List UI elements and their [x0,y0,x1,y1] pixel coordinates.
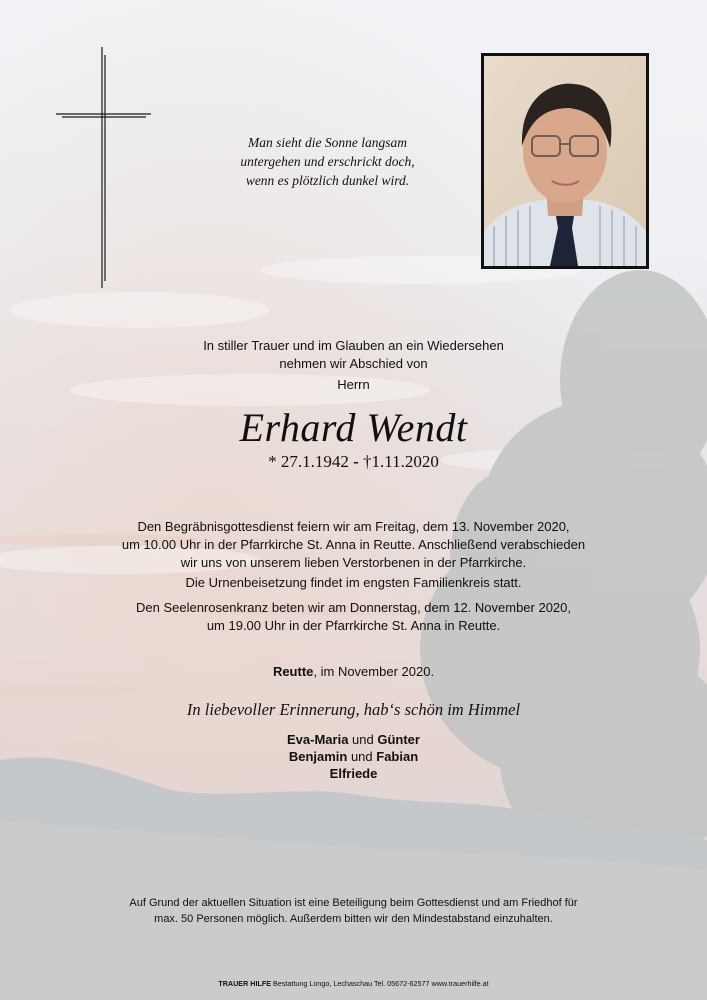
mourner-name: Günter [377,732,420,747]
imprint [0,979,707,989]
mourner-conjunction: und [348,732,378,747]
quote-line: Man sieht die Sonne langsam [248,135,407,150]
imprint-brand: TRAUER HILFE [218,979,272,988]
mourner-conjunction: und [347,749,377,764]
mourners-line [0,765,707,783]
intro-line: In stiller Trauer und im Glauben an ein Wiedersehen [203,338,504,353]
memorial-quote [215,133,440,190]
notice-line: Auf Grund der aktuellen Situation ist eine Beteiligung beim Gottesdienst und am Friedhof für [129,897,578,909]
funeral-line: Den Begräbnisgottesdienst feiern wir am Freitag, dem 13. November 2020, [137,519,570,534]
birth-date: 27.1.1942 [280,452,349,471]
salutation: Herrn [337,377,370,392]
date-separator: - [353,452,359,471]
funeral-line: wir uns von unserem lieben Verstorbenen in der Pfarrkirche. [180,555,527,570]
urn-burial-line: Die Urnenbeisetzung findet im engsten Familienkreis statt. [185,575,522,590]
rosary-line: Den Seelenrosenkranz beten wir am Donnerstag, dem 12. November 2020, [135,600,572,615]
mourners-line [0,731,707,749]
mourners-line [0,748,707,766]
death-symbol: † [363,452,372,471]
life-dates [0,451,707,473]
mourner-name: Elfriede [329,766,378,781]
funeral-line: um 10.00 Uhr in der Pfarrkirche St. Anna in Reutte. Anschließend verabschieden [121,537,586,552]
cross-icon [54,45,154,290]
birth-symbol: * [268,452,277,471]
mourner-name: Benjamin [288,749,348,764]
quote-line: wenn es plötzlich dunkel wird. [245,173,410,188]
portrait-photo [481,53,649,269]
place-date-text: , im November 2020. [313,664,435,679]
mourner-name: Fabian [376,749,419,764]
death-date: 1.11.2020 [371,452,439,471]
notice-line: max. 50 Personen möglich. Außerdem bitten wir den Mindestabstand einzuhalten. [154,913,553,925]
quote-line: untergehen und erschrickt doch, [240,154,415,169]
closing-line: In liebevoller Erinnerung, hab‘s schön im Himmel [186,700,521,719]
imprint-details: Bestattung Longo, Lechaschau Tel. 05672-62577 www.trauerhilfe.at [271,979,489,988]
place-town: Reutte [272,664,314,679]
portrait-image [484,56,646,266]
funeral-paragraph [0,518,707,572]
rosary-paragraph [0,599,707,635]
covid-notice [0,895,707,927]
rosary-line: um 19.00 Uhr in der Pfarrkirche St. Anna in Reutte. [206,618,501,633]
deceased-name: Erhard Wendt [239,405,468,450]
mourner-name: Eva-Maria [287,732,349,747]
intro-line: nehmen wir Abschied von [279,356,428,371]
place-date [0,663,707,681]
